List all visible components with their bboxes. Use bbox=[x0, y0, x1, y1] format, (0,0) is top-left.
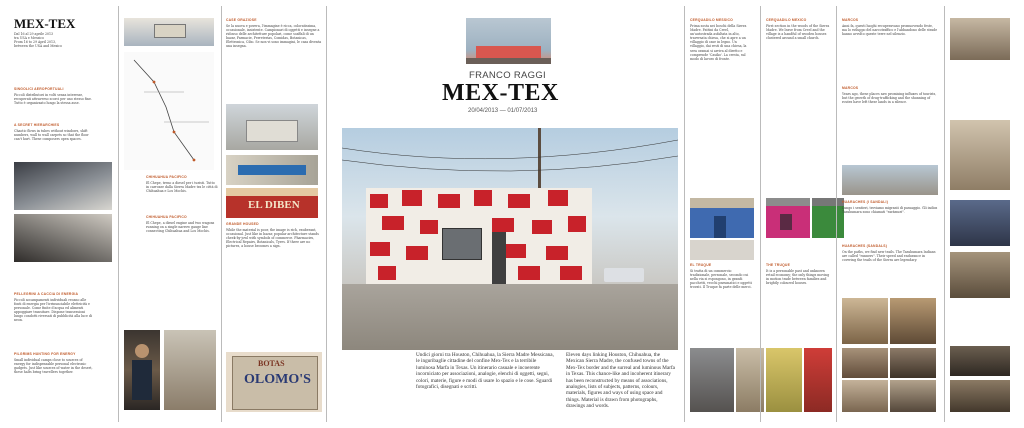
body-text: It is a personable past and unknown retail economy; the only things moving in motion trade between families and brightly coloured houses. bbox=[766, 269, 830, 286]
heading: EL TRUQUE bbox=[690, 263, 712, 267]
body-text: Anni fa, questi luoghi recuperavano promuovendo feste, ma lo sviluppo del narcotraffico e l'abbandono delle strade hanno avvolto queste terre nel silenzio. bbox=[842, 24, 938, 37]
photo-red-wall bbox=[804, 348, 832, 412]
photo-botas-olomos bbox=[226, 352, 322, 412]
photo-main-building bbox=[342, 128, 678, 350]
map-illustration bbox=[124, 52, 214, 170]
column-rule bbox=[118, 6, 119, 422]
heading: HUARACHES (I SANDALI) bbox=[842, 200, 889, 204]
photo-street bbox=[842, 165, 938, 195]
red-brick-block bbox=[532, 220, 552, 234]
body-text: El Chepe, a diesel engine and two wagons running on a single narrow gauge line connecting Chihuahua and Los Mochis. bbox=[146, 221, 215, 234]
body-text: Se la nuova e povera, l'immagine è ricca, coloratissima, occasionale, insistente. Campionari di oggetti e insegne a ridosso delle architetture popolari, come scaffali di un bazar, Farmacie, Ferreterias, Comidas, Botanicas, Elettronica, Cibo. Se non vi sono immagini, le casa diventa una insegna. bbox=[226, 24, 322, 49]
body-text: Chaotic flows in tubes without windows, shift numbers, wall to wall carpets so that the floor can't hurt. These composers open spaces. bbox=[14, 129, 89, 142]
photo-sandal bbox=[842, 298, 888, 344]
red-brick-block bbox=[492, 218, 514, 232]
photo-pink-house bbox=[766, 198, 810, 238]
cover-author: FRANCO RAGGI bbox=[469, 70, 546, 81]
red-brick-block bbox=[378, 266, 396, 280]
door bbox=[714, 216, 726, 238]
heading: A SECRET HIERARCHIES bbox=[14, 123, 60, 127]
column-rule bbox=[221, 6, 222, 422]
red-brick-block bbox=[506, 244, 526, 258]
intro-italian: Undici giorni tra Houston, Chihuahua, la Sierra Madre Messicana, le inguribaglie cittadine del confine Mex-Tex e la terribile luminosa Marfa in Texas. Un itinerario casuale e incoerente incorniciato per associazioni, analogie, elenchi di oggetti, segni, colori, materie, figure e modi di usare lo spazio e le cose. Sguardi fotografici, disegnati e scritti. bbox=[416, 352, 554, 391]
ground bbox=[342, 284, 678, 350]
photo-sandal bbox=[950, 380, 1010, 412]
roof bbox=[690, 198, 754, 208]
column-rule bbox=[326, 6, 327, 422]
red-brick-block bbox=[474, 190, 492, 206]
figure-body bbox=[132, 360, 152, 400]
body-text: Lungo i sentieri, troviamo migranti di passaggio. Gli indios Tarahumara sono chiamati "rarámuri". bbox=[842, 206, 938, 215]
column-rule bbox=[760, 6, 761, 422]
red-brick-block bbox=[402, 190, 422, 206]
red-brick-block bbox=[546, 246, 568, 260]
ground bbox=[466, 58, 551, 64]
heading: THE TRUQUE bbox=[766, 263, 791, 267]
photo-sandal bbox=[950, 346, 1010, 376]
photo-airport bbox=[14, 162, 112, 210]
photo-lamp bbox=[690, 240, 754, 260]
column-rule bbox=[944, 6, 945, 422]
left-title: MEX-TEX bbox=[14, 16, 76, 31]
column-rule bbox=[684, 6, 685, 422]
heading: MARCOS bbox=[842, 86, 859, 90]
roof bbox=[766, 198, 810, 206]
body-text: Prima sosta nei boschi della Sierra Madre. Pattini da Creel, un'autostrada asfaltata in alto, traversata chiesa, che si apre a un villaggio di case in legno. Un villaggio, dai resti di una chiesa, la sera oramai si arriva al diretto e comprende 'Casiko'. La cresta, sul modo di lavoro di fronte. bbox=[690, 24, 747, 61]
photo-dress bbox=[950, 120, 1010, 190]
window bbox=[780, 214, 792, 230]
red-brick-block bbox=[560, 266, 582, 280]
body-text: On the paths, we find new trails. The Tarahumara Indians are called "runners". Their speed and endurance in covering the trails of the Sierra are legendary. bbox=[842, 250, 936, 263]
body-text: Small individual camps close to sources of energy for indispensable personal electronic gadgets. Just like sources of water in the desert, these halts bring travellers together. bbox=[14, 358, 93, 375]
heading: CASE GRAZIOSE bbox=[226, 18, 257, 22]
red-brick-block bbox=[438, 194, 460, 208]
photo-woven bbox=[950, 18, 1010, 60]
sign-stripe bbox=[238, 165, 306, 175]
shop-display bbox=[246, 120, 298, 142]
photo-yellow-wall bbox=[766, 348, 802, 412]
photo-sandal bbox=[890, 380, 936, 412]
heading: PILGRIMS HUNTING FOR ENERGY bbox=[14, 352, 76, 356]
heading: CERQUADILO MESSICO bbox=[690, 18, 733, 22]
photo-wall-sign bbox=[226, 155, 318, 185]
heading: GRANDE HOUSED bbox=[226, 222, 259, 226]
body-text: First section in the woods of the Sierra Madre. We leave from Creel and the village is a handful of wooden houses clustered around a small church. bbox=[766, 24, 830, 41]
figure-head bbox=[135, 344, 149, 358]
body-text: Years ago, these places saw promising influxes of tourists, but the growth of drug-trafficking and the shunning of routes have left these lands in a silence. bbox=[842, 92, 937, 105]
red-brick-block bbox=[508, 194, 530, 208]
red-brick-block bbox=[420, 220, 438, 234]
subtitle-line: Dal 16 al 29 aprile 2013 bbox=[14, 32, 54, 36]
parked-car bbox=[604, 268, 644, 282]
body-text: Piccoli accampamenti individuali recano alle fonti di energia per l'irrinunciabile elettricità e personale. Come finite d'acqua ed alimenti appoggiare transitare. Dispone transessioni lungo condotti riversati di pubblicità alla luce di neon. bbox=[14, 298, 92, 323]
roof bbox=[812, 198, 844, 206]
subtitle-line: tra USA e Messico bbox=[14, 36, 44, 41]
window bbox=[442, 228, 482, 260]
column-rule bbox=[836, 6, 837, 422]
door bbox=[492, 232, 506, 284]
sign-board bbox=[154, 24, 186, 38]
photo-appliance-shop bbox=[226, 104, 318, 150]
photo-interior bbox=[164, 330, 216, 410]
photo-street-sign bbox=[124, 18, 214, 46]
sign-text: OLOMO'S bbox=[244, 372, 311, 387]
red-brick-block bbox=[382, 216, 404, 230]
photo-sandal bbox=[842, 348, 888, 378]
body-text: Piccoli distributori in volti senza interesse, recuperati attraverso scorci per uno stesso fine. Tutto è organizzato lungo la stessa asse. bbox=[14, 93, 92, 106]
body-text: While the material is poor, the image is rich, exuberant, occasional. Just like in bazar, popular architecture stands cheek-by-jowl with symbols of commerce. Pharmacies, Electrical Repairs, Botanicals, Tyres. If there are no pictures, a house becomes a sign. bbox=[226, 228, 319, 249]
photo-fabric bbox=[950, 252, 1010, 298]
photo-green-house bbox=[812, 198, 844, 238]
red-brick-block bbox=[518, 266, 540, 280]
photo-cover-building bbox=[466, 18, 551, 64]
sign-text: EL DIBEN bbox=[248, 199, 300, 211]
photo-sandal bbox=[890, 348, 936, 378]
photo-sandal bbox=[842, 380, 888, 412]
body-text: El Chepe, treno a diesel per i turisti. Tutto in carrozze dalla Sierra Madre tra le città di Chihuahua e Los Mochis. bbox=[146, 181, 218, 194]
heading: CHIHUAHUA PACIFICO bbox=[146, 175, 187, 179]
left-subtitle bbox=[14, 32, 84, 48]
photo-truck bbox=[690, 348, 734, 412]
red-brick-block bbox=[370, 194, 388, 208]
intro-english: Eleven days linking Houston, Chihuahua, the Mexican Sierra Madre, the confused towns of the Mex-Tex border and the surreal and luminous Marfa in Texas. This chance-like and incoherent itinerary has been reconstructed by means of associations, analogies, lists of subjects, patterns, colours, materials, figures and ways of using space and things. Material is drawn from photographs, drawings and words. bbox=[566, 352, 675, 410]
heading: HUARACHES (SANDALS) bbox=[842, 244, 888, 248]
cover-title: MEX-TEX bbox=[442, 80, 559, 106]
heading: PELLEGRINI A CACCIA DI ENERGIA bbox=[14, 292, 79, 296]
red-brick-block bbox=[568, 216, 586, 232]
red-brick-block bbox=[548, 190, 568, 206]
heading: SINGOLICI AEROPORTUALI bbox=[14, 87, 64, 91]
red-brick-block bbox=[370, 242, 390, 256]
photo-blue-house bbox=[690, 198, 754, 238]
photo-el-diben bbox=[226, 188, 318, 218]
cover-dates: 20/04/2013 — 01/07/2013 bbox=[468, 108, 538, 114]
photo-man bbox=[124, 330, 160, 410]
photo-corridor bbox=[14, 214, 112, 262]
body-text: Si tratta di un commercio tradizionale, personale, secondo cui nella via si espongono, in grandi pacchetti, vecchi pneumatici e oggetti trovati. Il Truque fa parte delle merci. bbox=[690, 269, 752, 290]
subtitle-line: between the USA and Mexico bbox=[14, 44, 62, 49]
red-brick-block bbox=[406, 246, 428, 260]
heading: MARCOS bbox=[842, 18, 859, 22]
photo-fabric bbox=[950, 200, 1010, 246]
heading: CHIHUAHUA PACIFICO bbox=[146, 215, 187, 219]
roof-band bbox=[226, 188, 318, 196]
photo-sandal bbox=[890, 298, 936, 344]
heading: CERQUADILO MEXICO bbox=[766, 18, 807, 22]
subtitle-line: From 16 to 29 April 2013, bbox=[14, 40, 57, 45]
sign-text: BOTAS bbox=[258, 359, 285, 368]
